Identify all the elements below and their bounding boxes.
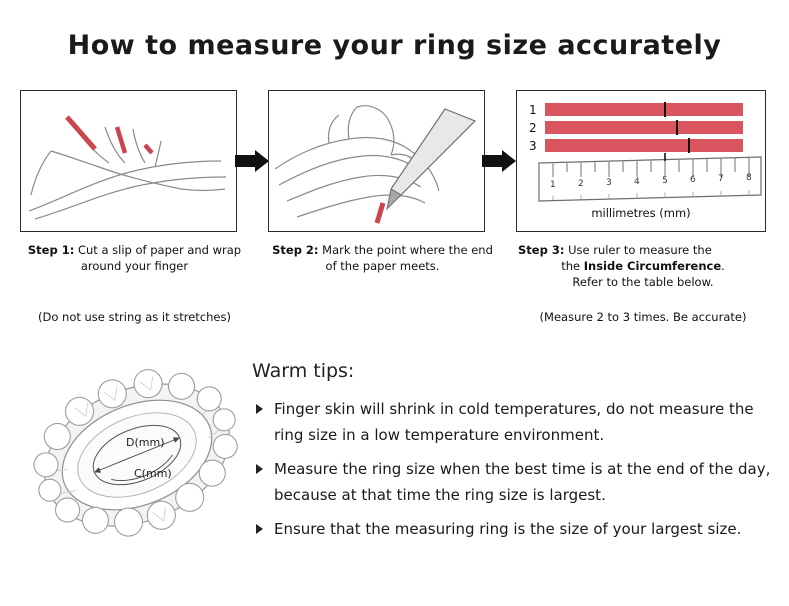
- steps-row: [20, 90, 770, 340]
- paper-slip-illustration: [21, 91, 236, 231]
- step-2-caption: [270, 242, 495, 274]
- step-1-label: Step 1:: [27, 243, 75, 257]
- svg-text:5: 5: [662, 176, 668, 186]
- svg-text:2: 2: [529, 121, 537, 135]
- step-2-panel: [268, 90, 485, 232]
- step-1-caption: [22, 242, 247, 274]
- step-3-caption: [518, 242, 768, 290]
- ring-circumference-label: C(mm): [134, 467, 172, 480]
- ring-outer-diameter-label: D(mm): [126, 436, 165, 449]
- svg-text:3: 3: [529, 139, 537, 153]
- svg-text:6: 6: [690, 175, 696, 185]
- triangle-bullet-icon: [256, 464, 263, 474]
- triangle-bullet-icon: [256, 404, 263, 414]
- svg-text:2: 2: [578, 179, 584, 189]
- svg-text:millimetres (mm): millimetres (mm): [591, 206, 691, 220]
- step-3-label: Step 3:: [518, 243, 565, 257]
- svg-text:7: 7: [718, 174, 724, 184]
- tip-item: [252, 456, 772, 508]
- step-3-text-line2-post: .: [721, 259, 725, 273]
- arrow-step1-to-step2: [235, 150, 269, 172]
- triangle-bullet-icon: [256, 524, 263, 534]
- tip-text: Finger skin will shrink in cold temperatures, do not measure the ring size in a low temperature environment.: [274, 400, 754, 444]
- step-2-label: Step 2:: [272, 243, 319, 257]
- tip-text: Measure the ring size when the best time is at the end of the day, because at that time the ring size is largest.: [274, 460, 771, 504]
- warm-tips-section: [252, 360, 772, 550]
- ring-diagram: [22, 350, 252, 560]
- mark-point-illustration: [269, 91, 484, 231]
- step-1-panel: [20, 90, 237, 232]
- step-3-text-line3: Refer to the table below.: [572, 275, 714, 289]
- step-3-note: (Measure 2 to 3 times. Be accurate): [539, 310, 747, 324]
- ruler-measure-illustration: [517, 91, 765, 231]
- step-2-text: Mark the point where the end of the paper meets.: [318, 243, 493, 273]
- step-1-note: (Do not use string as it stretches): [38, 310, 231, 324]
- arrow-step2-to-step3: [482, 150, 516, 172]
- step-3-inside-circumference: Inside Circumference: [583, 259, 722, 273]
- step-3-text: Use ruler to measure the: [564, 243, 712, 257]
- svg-text:1: 1: [550, 180, 556, 190]
- page-title: How to measure your ring size accurately: [67, 30, 722, 61]
- tip-text: Ensure that the measuring ring is the size of your largest size.: [274, 520, 742, 538]
- svg-text:8: 8: [746, 173, 752, 183]
- tip-item: [252, 396, 772, 448]
- svg-text:1: 1: [529, 103, 537, 117]
- svg-text:4: 4: [634, 177, 640, 187]
- step-1-text: Cut a slip of paper and wrap around your finger: [74, 243, 242, 273]
- tip-item: [252, 516, 772, 542]
- svg-text:3: 3: [606, 178, 612, 188]
- step-3-text-line2-pre: the: [561, 259, 584, 273]
- step-3-panel: [516, 90, 766, 232]
- warm-tips-heading: Warm tips:: [252, 360, 355, 382]
